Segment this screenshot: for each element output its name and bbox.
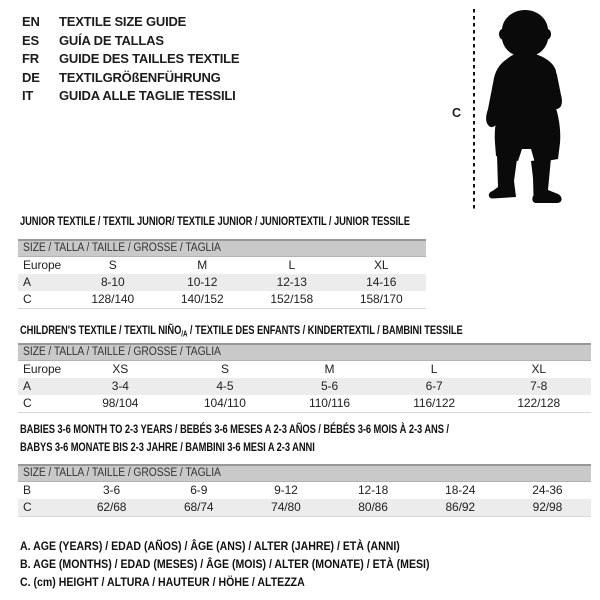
lang-row-de xyxy=(22,69,239,88)
height-cell: 122/128 xyxy=(517,396,561,410)
height-cell: 104/110 xyxy=(203,396,246,410)
babies-section-title xyxy=(20,420,449,456)
babies-size-header-row xyxy=(18,464,591,482)
junior-section-title: JUNIOR TEXTILE / TEXTIL JUNIOR/ TEXTILE JUNIOR / JUNIORTEXTIL / JUNIOR TESSILE xyxy=(20,214,410,228)
height-cell: 140/152 xyxy=(180,292,224,306)
legend-note-c: C. (cm) HEIGHT / ALTURA / HAUTEUR / HÖHE / ALTEZZA xyxy=(20,575,305,589)
height-cell: 116/122 xyxy=(413,396,455,410)
size-cell: L xyxy=(430,362,438,376)
height-marker-label: C xyxy=(452,106,462,120)
junior-size-table xyxy=(18,239,426,309)
height-cell: 62/68 xyxy=(96,500,127,514)
children-title-part: CHILDREN'S TEXTILE / TEXTIL NIÑO xyxy=(20,323,182,337)
language-guide xyxy=(22,13,239,106)
junior-europe-row xyxy=(18,257,426,274)
lang-row-fr xyxy=(22,50,239,69)
age-cell: 4-5 xyxy=(216,379,234,393)
row-label: C xyxy=(23,500,32,514)
age-cell: 6-9 xyxy=(190,483,208,497)
babies-height-row xyxy=(18,499,591,516)
lang-label-fr: GUIDE DES TAILLES TEXTILE xyxy=(59,51,240,67)
children-size-table xyxy=(18,343,591,413)
junior-size-header-row xyxy=(18,239,426,257)
age-cell: 6-7 xyxy=(425,379,443,393)
age-cell: 24-36 xyxy=(532,483,563,497)
size-cell: XL xyxy=(374,258,389,272)
size-cell: M xyxy=(197,258,208,272)
age-cell: 12-13 xyxy=(276,275,307,289)
height-cell: 110/116 xyxy=(309,396,350,410)
children-title-part: / TEXTILE DES ENFANTS / KINDERTEXTIL / BAMBINI TESSILE xyxy=(187,323,463,337)
age-cell: 10-12 xyxy=(187,275,218,289)
lang-label-de: TEXTILGRÖßENFÜHRUNG xyxy=(59,69,221,85)
size-cell: S xyxy=(220,362,229,376)
children-title-subscript: /A xyxy=(181,329,188,339)
babies-size-header-text: SIZE / TALLA / TAILLE / GRÖSSE / TAGLIA xyxy=(23,467,221,479)
children-height-row xyxy=(18,395,591,412)
children-section-title xyxy=(20,321,463,344)
age-cell: 18-24 xyxy=(445,483,476,497)
lang-row-es xyxy=(22,32,239,51)
height-cell: 80/86 xyxy=(358,500,388,514)
height-cell: 86/92 xyxy=(445,500,475,514)
row-label: B xyxy=(23,483,31,497)
children-europe-row xyxy=(18,361,591,378)
height-marker-dashed-line xyxy=(473,9,475,210)
age-cell: 9-12 xyxy=(274,483,298,497)
size-cell: XL xyxy=(531,362,546,376)
babies-title-line2: BABYS 3-6 MONATE BIS 2-3 JAHRE / BAMBINI 3-6 MESI A 2-3 ANNI xyxy=(20,440,315,454)
size-cell: L xyxy=(288,258,296,272)
row-label: C xyxy=(23,396,32,410)
height-cell: 158/170 xyxy=(359,292,403,306)
lang-label-en: TEXTILE SIZE GUIDE xyxy=(59,14,187,29)
row-label: Europe xyxy=(23,362,62,376)
lang-label-es: GUÍA DE TALLAS xyxy=(59,32,164,48)
height-cell: 74/80 xyxy=(271,500,301,514)
height-cell: 68/74 xyxy=(183,500,214,514)
age-cell: 3-4 xyxy=(111,379,129,393)
row-label: A xyxy=(23,275,31,289)
babies-age-row xyxy=(18,482,591,499)
baby-silhouette-icon xyxy=(479,8,569,208)
lang-code-es: ES xyxy=(22,32,39,48)
age-cell: 7-8 xyxy=(530,379,548,393)
age-cell: 3-6 xyxy=(103,483,121,497)
junior-size-header-text: SIZE / TALLA / TAILLE / GRÖSSE / TAGLIA xyxy=(23,242,221,254)
size-cell: S xyxy=(108,258,117,272)
junior-age-row xyxy=(18,274,426,291)
lang-row-it xyxy=(22,87,239,106)
legend-note-b: B. AGE (MONTHS) / EDAD (MESES) / ÂGE (MOIS) / ALTER (MONATE) / ETÀ (MESI) xyxy=(20,557,430,571)
height-cell: 92/98 xyxy=(532,500,563,514)
legend-note-a: A. AGE (YEARS) / EDAD (AÑOS) / ÂGE (ANS) / ALTER (JAHRE) / ETÀ (ANNI) xyxy=(20,539,400,553)
legend-notes xyxy=(20,537,429,591)
babies-size-table xyxy=(18,464,591,517)
age-cell: 5-6 xyxy=(320,379,339,393)
babies-title-line1: BABIES 3-6 MONTH TO 2-3 YEARS / BEBÉS 3-6 MESES A 2-3 AÑOS / BÉBÉS 3-6 MOIS À 2-3 ANS / xyxy=(20,422,449,436)
lang-code-de: DE xyxy=(22,69,40,85)
size-cell: M xyxy=(324,362,335,376)
row-label: Europe xyxy=(23,258,62,272)
lang-code-it: IT xyxy=(22,88,34,104)
row-label: A xyxy=(23,379,31,393)
age-cell: 12-18 xyxy=(357,483,389,497)
age-cell: 14-16 xyxy=(366,275,397,289)
height-cell: 98/104 xyxy=(102,396,139,410)
height-cell: 128/140 xyxy=(91,292,135,306)
row-label: C xyxy=(23,292,32,306)
lang-row-en xyxy=(22,13,239,32)
size-cell: XS xyxy=(112,362,129,376)
lang-label-it: GUIDA ALLE TAGLIE TESSILI xyxy=(59,88,236,104)
children-age-row xyxy=(18,378,591,395)
age-cell: 8-10 xyxy=(100,275,125,289)
children-size-header-text: SIZE / TALLA / TAILLE / GRÖSSE / TAGLIA xyxy=(23,346,221,358)
children-size-header-row xyxy=(18,343,591,361)
height-cell: 152/158 xyxy=(270,292,314,306)
junior-height-row xyxy=(18,291,426,308)
lang-code-fr: FR xyxy=(22,51,39,67)
lang-code-en: EN xyxy=(22,14,40,29)
